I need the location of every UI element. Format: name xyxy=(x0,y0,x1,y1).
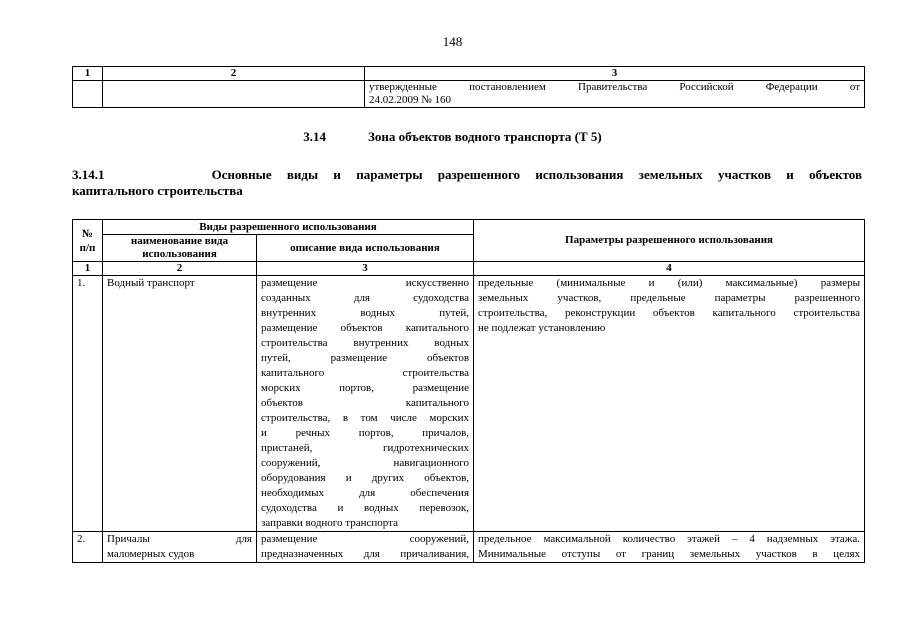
cell-line: объектов капитального xyxy=(261,397,470,409)
col-num-4: 4 xyxy=(474,262,865,276)
use-parameters xyxy=(474,276,865,532)
continued-table-row xyxy=(73,81,865,108)
use-description xyxy=(257,276,474,532)
table-row xyxy=(73,532,865,563)
row-number: 2. xyxy=(73,532,103,563)
continued-table xyxy=(72,66,865,108)
column-numbers-row xyxy=(73,262,865,276)
cell-line: необходимых для обеспечения xyxy=(261,487,470,499)
subsection-number: 3.14.1 xyxy=(72,167,105,182)
cell-line: строительства внутренних водных xyxy=(261,337,470,349)
cell-line: строительства, в том числе морских xyxy=(261,412,470,424)
cell-line: размещение объектов капитального xyxy=(261,322,470,334)
subsection-title-line-2: капитального строительства xyxy=(72,183,243,198)
cell-line: оборудования и других объектов, xyxy=(261,472,470,484)
cell-line: размещение искусственно xyxy=(261,277,470,289)
subsection-title-line-1: Основные виды и параметры разрешенного использования земельных участков и объектов xyxy=(211,167,863,182)
table-row xyxy=(73,276,865,532)
row-name-cell xyxy=(103,81,365,108)
header-types-group: Виды разрешенного использования xyxy=(103,220,474,235)
header-name: наименование вида использования xyxy=(103,235,257,262)
row-text-line-1: утвержденные постановлением Правительства Российской Федерации от xyxy=(369,81,860,93)
cell-line: предназначенных для причаливания, xyxy=(261,548,470,560)
row-num-cell xyxy=(73,81,103,108)
cell-line: капитального строительства xyxy=(261,367,470,379)
cell-line: морских портов, размещение xyxy=(261,382,470,394)
col-num-2: 2 xyxy=(103,262,257,276)
row-text-cell xyxy=(365,81,865,108)
page-number: 148 xyxy=(442,34,463,49)
cell-line: и речных портов, причалов, xyxy=(261,427,470,439)
section-heading xyxy=(0,129,905,145)
cell-line: строительства, реконструкции объектов капитального строительства xyxy=(478,307,861,319)
cell-line: пристаней, гидротехнических xyxy=(261,442,470,454)
subsection-heading xyxy=(72,167,862,199)
cell-line: Минимальные отступы от границ земельных участков в целях xyxy=(478,548,861,560)
section-title: Зона объектов водного транспорта (Т 5) xyxy=(368,129,602,144)
section-number: 3.14 xyxy=(303,129,327,144)
cell-line: Причалы для xyxy=(107,533,252,545)
cell-line: сооружений, навигационного xyxy=(261,457,470,469)
header-description: описание вида использования xyxy=(257,235,474,262)
col-number-3: 3 xyxy=(365,67,865,81)
cell-line: внутренних водных путей, xyxy=(261,307,470,319)
row-text-line-2: 24.02.2009 № 160 xyxy=(369,94,451,106)
cell-line: земельных участков, предельные параметры разрешенного xyxy=(478,292,861,304)
cell-line: предельные (минимальные и (или) максимальные) размеры xyxy=(478,277,861,289)
cell-line: маломерных судов xyxy=(107,548,195,560)
cell-line: Водный транспорт xyxy=(107,277,195,289)
row-number: 1. xyxy=(73,276,103,532)
continued-table-header xyxy=(73,67,865,81)
subsection-line-1 xyxy=(72,167,862,183)
cell-line: созданных для судоходства xyxy=(261,292,470,304)
cell-line: предельное максимальной количество этажей – 4 надземных этажа. xyxy=(478,533,861,545)
table-body xyxy=(73,276,865,563)
cell-line: не подлежат установлению xyxy=(478,322,606,334)
header-num: № п/п xyxy=(73,220,103,262)
cell-line: судоходства и водных перевозок, xyxy=(261,502,470,514)
use-parameters xyxy=(474,532,865,563)
cell-line: размещение сооружений, xyxy=(261,533,470,545)
col-num-1: 1 xyxy=(73,262,103,276)
cell-line: заправки водного транспорта xyxy=(261,517,398,529)
header-row-1 xyxy=(73,220,865,235)
use-name xyxy=(103,276,257,532)
use-description xyxy=(257,532,474,563)
col-num-3: 3 xyxy=(257,262,474,276)
land-use-table xyxy=(72,219,865,563)
cell-line: путей, размещение объектов xyxy=(261,352,470,364)
header-parameters: Параметры разрешенного использования xyxy=(474,220,865,262)
col-number-1: 1 xyxy=(73,67,103,81)
col-number-2: 2 xyxy=(103,67,365,81)
use-name xyxy=(103,532,257,563)
